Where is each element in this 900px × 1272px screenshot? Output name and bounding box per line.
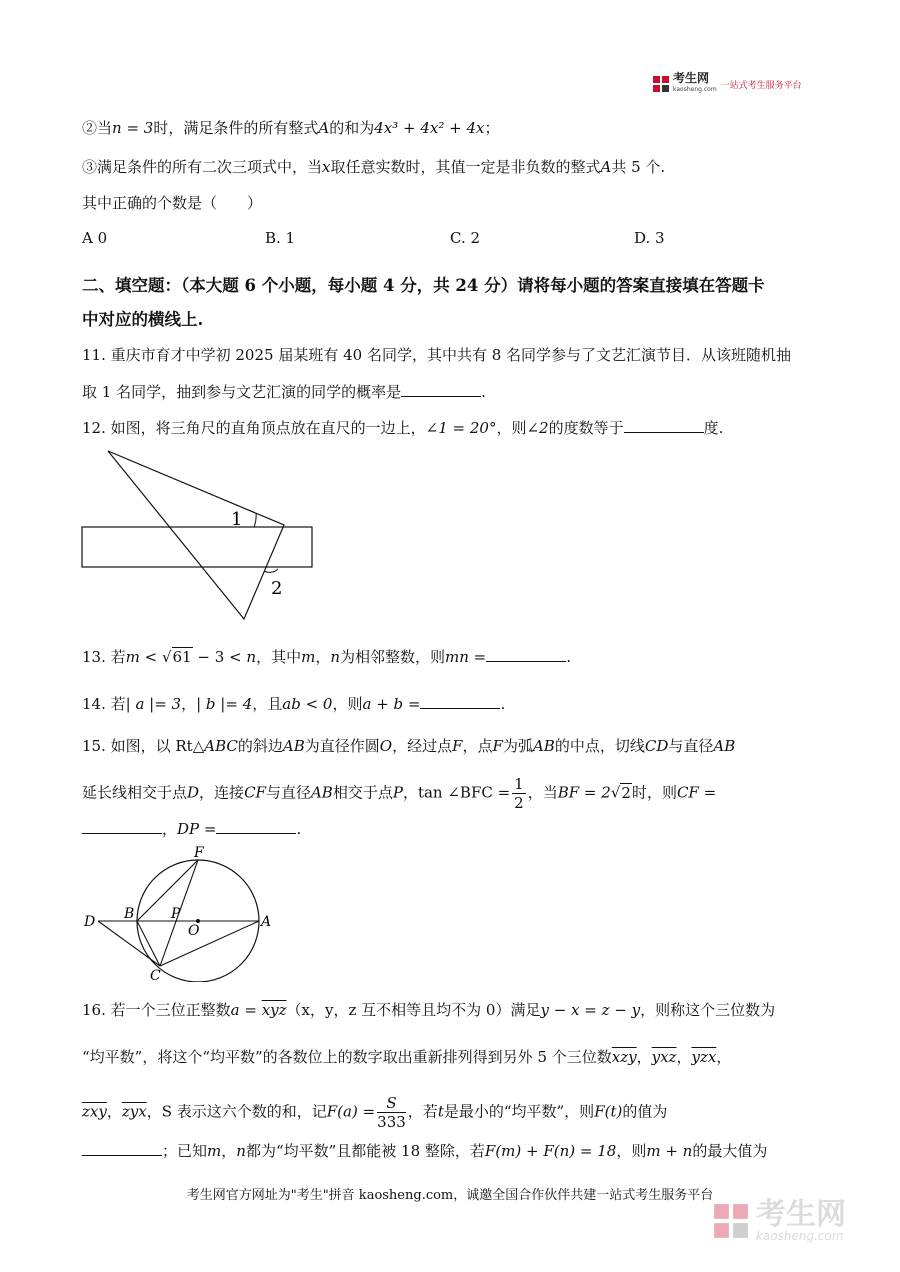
- q10-option-a: A 0: [82, 229, 108, 247]
- header-brand: 考生网 kaosheng.com: [673, 71, 717, 93]
- footer-note: 考生网官方网址为"考生"拼音 kaosheng.com，诚邀全国合作伙伴共建一站式考生服务平台: [186, 1188, 714, 1203]
- watermark-logo-icon: [712, 1202, 750, 1240]
- q10-ask: 其中正确的个数是（ ）: [82, 194, 263, 212]
- f-fraction: $\frac{S}{333}$: [377, 1094, 406, 1131]
- watermark: [712, 1197, 846, 1243]
- q16-line2: “均平数”，将这个“均平数”的各数位上的数字取出重新排列得到另外 5 个三位数$\overline{xzy}$，$\overline{yxz}$，$\overline{yzx}$，: [82, 1048, 732, 1066]
- section-2-heading-line1: 二、填空题：（本大题 6 个小题，每小题 4 分，共 24 分）请将每小题的答案直接填在答题卡: [82, 276, 765, 295]
- q11-line2: 取 1 名同学，抽到参与文艺汇演的同学的概率是 .: [82, 383, 486, 401]
- q12-figure: [78, 445, 318, 625]
- q15-line1: 15. 如图，以 Rt△ABC的斜边AB为直径作圆O，经过点F，点F为弧AB的中点，切线CD与直径AB: [82, 737, 736, 755]
- q10-option-b: B. 1: [265, 229, 296, 247]
- tan-fraction: $\frac{1}{2}$: [514, 775, 524, 812]
- watermark-brand: 考生网: [756, 1197, 846, 1232]
- header-slogan: 一站式考生服务平台: [720, 80, 802, 91]
- q14-text: 14. 若| a |= 3，| b |= 4，且ab < 0，则a + b = .: [82, 695, 506, 713]
- chord-bc: [137, 921, 160, 966]
- q16-line4: ；已知m，n都为“均平数”且都能被 18 整除，若F(m) + F(n) = 18，则m + n的最大值为: [82, 1141, 767, 1161]
- angle2-arc: [264, 569, 278, 572]
- chord-bf: [137, 860, 198, 921]
- q15-cf-blank: [82, 819, 162, 834]
- label-b: B: [124, 906, 135, 922]
- q13-text: 13. 若m < √61 − 3 < n，其中m，n为相邻整数，则mn = .: [82, 648, 572, 666]
- q16-ft-blank: [82, 1141, 162, 1156]
- q10-statement-3: ③满足条件的所有二次三项式中，当x取任意实数时，其值一定是非负数的整式A共 5 个.: [82, 158, 666, 176]
- label-d: D: [84, 914, 96, 930]
- q15-dp-blank: [216, 819, 296, 834]
- label-c: C: [150, 968, 161, 982]
- q10-option-d: D. 3: [634, 229, 665, 247]
- q10-statement-2: ②当n = 3时，满足条件的所有整式A的和为4x³ + 4x² + 4x；: [82, 119, 500, 137]
- angle2-label: 2: [271, 578, 283, 599]
- q14-answer-blank: [420, 694, 500, 709]
- q13-answer-blank: [486, 647, 566, 662]
- label-a: A: [261, 914, 272, 930]
- q15-line3: ，DP = .: [82, 819, 301, 839]
- header-logo: [652, 72, 802, 96]
- label-o: O: [188, 923, 200, 939]
- section-2-heading-line2: 中对应的横线上.: [82, 310, 204, 329]
- q16-line1: 16. 若一个三位正整数$a = \overline{xyz}(x$，y，z 互不相等且均不为 0）满足y − x = z − y，则称这个三位数为: [82, 1001, 776, 1019]
- label-f: F: [194, 845, 204, 861]
- q11-line1: 11. 重庆市育才中学初 2025 届某班有 40 名同学，其中共有 8 名同学参与了文艺汇演节目．从该班随机抽: [82, 346, 792, 364]
- q11-answer-blank: [401, 382, 481, 397]
- chord-ca: [160, 921, 259, 966]
- q16-line3: $\overline{zxy}$，$\overline{zyx}$，S 表示这六个数的和，记F(a) = $\frac{S}{333}$ ，若t是最小的“均平数”，则F(t)的值为: [82, 1094, 668, 1131]
- q12-answer-blank: [624, 418, 704, 433]
- angle1-arc: [254, 513, 256, 527]
- triangle-ruler: [108, 451, 284, 619]
- q15-figure: [78, 842, 278, 982]
- q15-line2: 延长线相交于点D，连接CF与直径AB相交于点P，tan ∠BFC = $\frac{1}{2}$ ，当BF = 2√2时，则CF =: [82, 775, 717, 812]
- q10-option-c: C. 2: [450, 229, 481, 247]
- angle1-label: 1: [231, 509, 243, 530]
- watermark-url: kaosheng.com: [756, 1229, 844, 1243]
- tangent-cd: [98, 921, 160, 966]
- kaosheng-logo-icon: [652, 75, 670, 93]
- q12-text: 12. 如图，将三角尺的直角顶点放在直尺的一边上，∠1 = 20°，则∠2的度数等于 度.: [82, 419, 724, 437]
- label-p: P: [171, 906, 181, 922]
